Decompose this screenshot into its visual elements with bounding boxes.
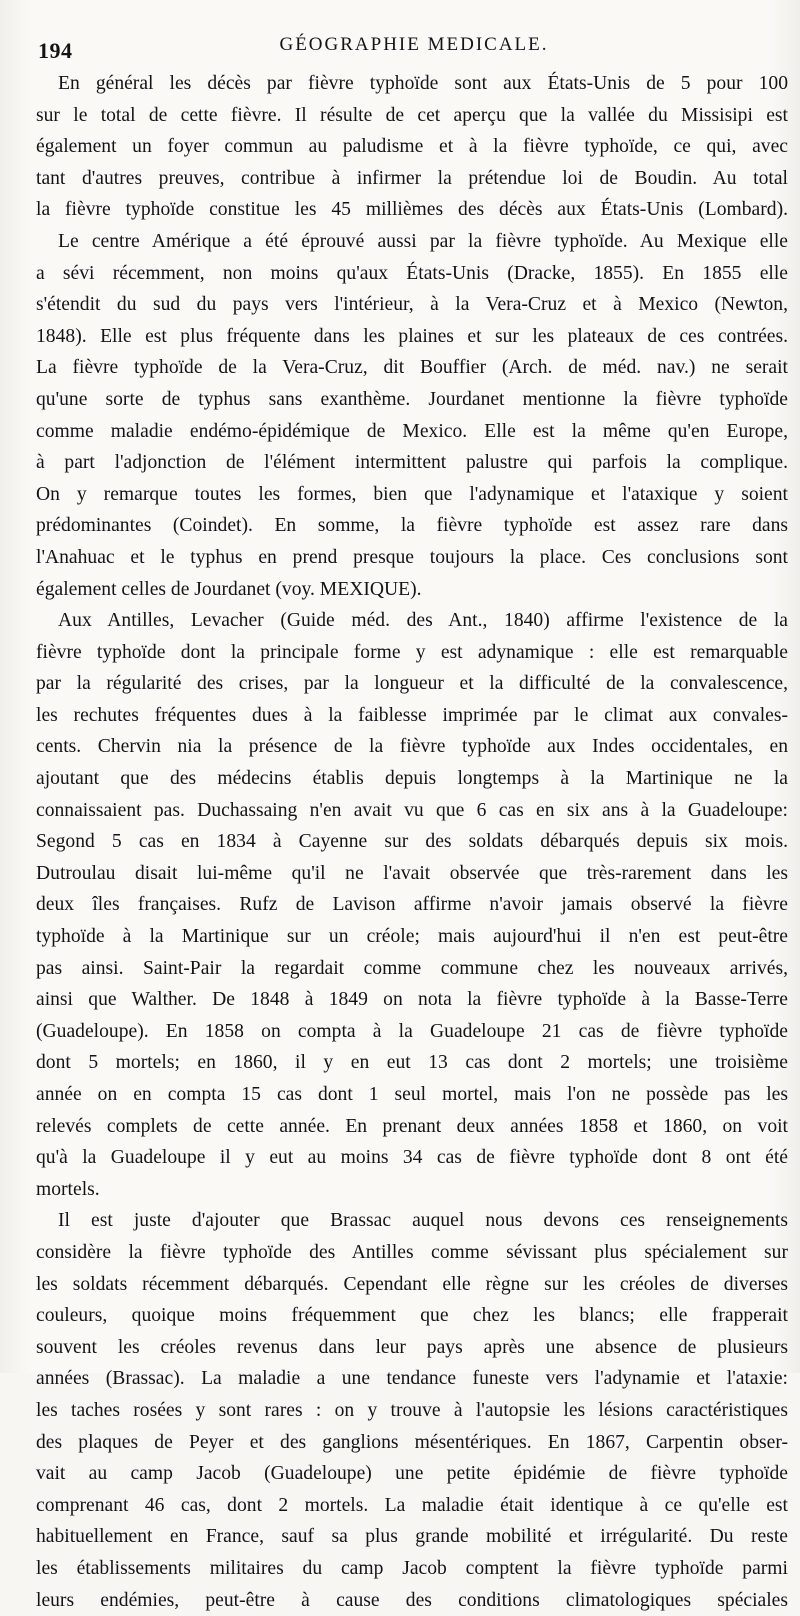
text-line: comme maladie endémo-épidémique de Mexico. Elle est la même qu'en Europe,: [36, 416, 788, 448]
text-line: En général les décès par fièvre typhoïde sont aux États-Unis de 5 pour 100: [36, 68, 788, 100]
text-line: fièvre typhoïde dont la principale forme y est adynamique : elle est remarquable: [36, 637, 788, 669]
running-title: GÉOGRAPHIE MEDICALE.: [38, 34, 790, 56]
body-text: [36, 68, 788, 1616]
text-line: considère la fièvre typhoïde des Antilles comme sévissant plus spécialement sur: [36, 1237, 788, 1269]
text-line: les rechutes fréquentes dues à la faiblesse imprimée par le climat aux convales-: [36, 700, 788, 732]
page-number: 194: [38, 38, 73, 64]
text-line: On y remarque toutes les formes, bien que l'adynamique et l'ataxique y soient: [36, 479, 788, 511]
text-line: Aux Antilles, Levacher (Guide méd. des Ant., 1840) affirme l'existence de la: [36, 605, 788, 637]
text-line: année on en compta 15 cas dont 1 seul mortel, mais l'on ne possède pas les: [36, 1079, 788, 1111]
text-line: pas ainsi. Saint-Pair la regardait comme commune chez les nouveaux arrivés,: [36, 953, 788, 985]
text-line: habituellement en France, sauf sa plus grande mobilité et irrégularité. Du reste: [36, 1521, 788, 1553]
text-line: les établissements militaires du camp Jacob comptent la fièvre typhoïde parmi: [36, 1553, 788, 1585]
text-line: souvent les créoles revenus dans leur pays après une absence de plusieurs: [36, 1332, 788, 1364]
text-line: s'étendit du sud du pays vers l'intérieur, à la Vera-Cruz et à Mexico (Newton,: [36, 289, 788, 321]
text-line: (Guadeloupe). En 1858 on compta à la Guadeloupe 21 cas de fièvre typhoïde: [36, 1016, 788, 1048]
text-line: a sévi récemment, non moins qu'aux États-Unis (Dracke, 1855). En 1855 elle: [36, 258, 788, 290]
text-line: qu'à la Guadeloupe il y eut au moins 34 cas de fièvre typhoïde dont 8 ont été: [36, 1142, 788, 1174]
text-line: Dutroulau disait lui-même qu'il ne l'avait observée que très-rarement dans les: [36, 858, 788, 890]
text-line: également un foyer commun au paludisme et à la fièvre typhoïde, ce qui, avec: [36, 131, 788, 163]
text-line: leurs endémies, peut-être à cause des conditions climatologiques spéciales: [36, 1585, 788, 1616]
text-line: dont 5 mortels; en 1860, il y en eut 13 cas dont 2 mortels; une troisième: [36, 1047, 788, 1079]
text-line: mortels.: [36, 1174, 788, 1206]
text-line: Il est juste d'ajouter que Brassac auquel nous devons ces renseignements: [36, 1205, 788, 1237]
text-line: typhoïde à la Martinique sur un créole; mais aujourd'hui il n'en est peut-être: [36, 921, 788, 953]
text-line: à part l'adjonction de l'élément intermittent palustre qui parfois la complique.: [36, 447, 788, 479]
text-line: Le centre Amérique a été éprouvé aussi par la fièvre typhoïde. Au Mexique elle: [36, 226, 788, 258]
text-line: sur le total de cette fièvre. Il résulte de cet aperçu que la vallée du Missisipi est: [36, 100, 788, 132]
text-line: cents. Chervin nia la présence de la fièvre typhoïde aux Indes occidentales, en: [36, 731, 788, 763]
text-line: également celles de Jourdanet (voy. MEXIQUE).: [36, 574, 788, 606]
text-line: par la régularité des crises, par la longueur et la difficulté de la convalescence,: [36, 668, 788, 700]
text-line: Segond 5 cas en 1834 à Cayenne sur des soldats débarqués depuis six mois.: [36, 826, 788, 858]
text-line: vait au camp Jacob (Guadeloupe) une petite épidémie de fièvre typhoïde: [36, 1458, 788, 1490]
text-line: ajoutant que des médecins établis depuis longtemps à la Martinique ne la: [36, 763, 788, 795]
text-line: années (Brassac). La maladie a une tendance funeste vers l'adynamie et l'ataxie:: [36, 1363, 788, 1395]
text-line: les taches rosées y sont rares : on y trouve à l'autopsie les lésions caractéristiques: [36, 1395, 788, 1427]
text-line: deux îles françaises. Rufz de Lavison affirme n'avoir jamais observé la fièvre: [36, 889, 788, 921]
text-line: ainsi que Walther. De 1848 à 1849 on nota la fièvre typhoïde à la Basse-Terre: [36, 984, 788, 1016]
text-line: des plaques de Peyer et des ganglions mésentériques. En 1867, Carpentin obser-: [36, 1427, 788, 1459]
text-line: l'Anahuac et le typhus en prend presque toujours la place. Ces conclusions sont: [36, 542, 788, 574]
text-line: la fièvre typhoïde constitue les 45 millièmes des décès aux États-Unis (Lombard).: [36, 194, 788, 226]
text-line: 1848). Elle est plus fréquente dans les plaines et sur les plateaux de ces contrées.: [36, 321, 788, 353]
text-line: tant d'autres preuves, contribue à infirmer la prétendue loi de Boudin. Au total: [36, 163, 788, 195]
text-line: comprenant 46 cas, dont 2 mortels. La maladie était identique à ce qu'elle est: [36, 1490, 788, 1522]
text-line: La fièvre typhoïde de la Vera-Cruz, dit Bouffier (Arch. de méd. nav.) ne serait: [36, 352, 788, 384]
text-line: prédominantes (Coindet). En somme, la fièvre typhoïde est assez rare dans: [36, 510, 788, 542]
page-header: [38, 32, 790, 62]
text-line: qu'une sorte de typhus sans exanthème. Jourdanet mentionne la fièvre typhoïde: [36, 384, 788, 416]
text-line: connaissaient pas. Duchassaing n'en avait vu que 6 cas en six ans à la Guadeloupe:: [36, 795, 788, 827]
text-line: couleurs, quoique moins fréquemment que chez les blancs; elle frapperait: [36, 1300, 788, 1332]
text-line: relevés complets de cette année. En prenant deux années 1858 et 1860, on voit: [36, 1111, 788, 1143]
text-line: les soldats récemment débarqués. Cependant elle règne sur les créoles de diverses: [36, 1269, 788, 1301]
